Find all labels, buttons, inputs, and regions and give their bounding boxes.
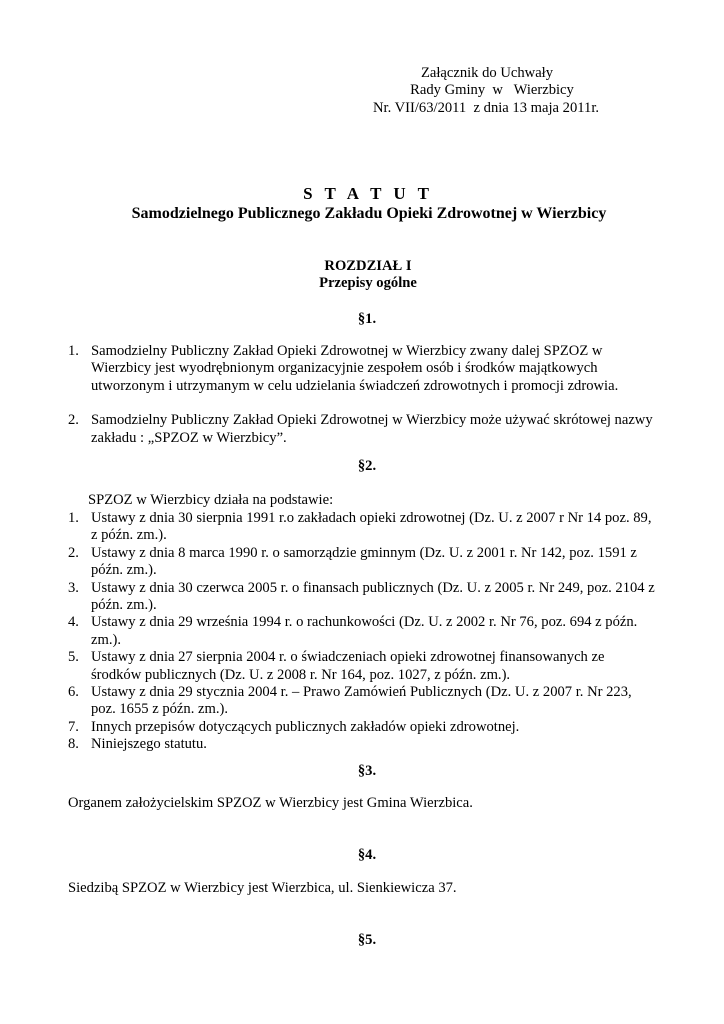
chapter-name: Przepisy ogólne <box>319 275 417 292</box>
item-number: 2. <box>68 544 79 561</box>
statut-heading: S T A T U T <box>303 184 433 203</box>
section-4-text: Siedzibą SPZOZ w Wierzbicy jest Wierzbica, ul. Sienkiewicza 37. <box>68 880 457 896</box>
list-item <box>68 412 658 447</box>
item-text: Samodzielny Publiczny Zakład Opieki Zdrowotnej w Wierzbicy zwany dalej SPZOZ w Wierzbicy jest wyodrębnionym organizacyjnie zespołem osób i środków majątkowych utworzonym i utrzymanym w celu udzielania świadczeń zdrowotnych i promocji zdrowia. <box>91 343 619 394</box>
item-number: 6. <box>68 684 79 701</box>
item-text: Samodzielny Publiczny Zakład Opieki Zdrowotnej w Wierzbicy może używać skrótowej nazwy zakładu : „SPZOZ w Wierzbicy”. <box>91 412 653 446</box>
item-number: 4. <box>68 614 79 631</box>
section-3-sign: §3. <box>357 763 377 779</box>
item-number: 5. <box>68 649 79 666</box>
attachment-line-1: Załącznik do Uchwały <box>420 65 554 81</box>
item-number: 8. <box>68 736 79 753</box>
section-2-list <box>68 510 658 754</box>
list-item <box>68 614 658 649</box>
attachment-header <box>0 65 724 117</box>
statut-subtitle: Samodzielnego Publicznego Zakładu Opieki Zdrowotnej w Wierzbicy <box>131 205 607 222</box>
chapter-heading <box>0 258 724 293</box>
section-4-sign: §4. <box>357 847 377 863</box>
item-text: Ustawy z dnia 29 września 1994 r. o rachunkowości (Dz. U. z 2002 r. Nr 76, poz. 694 z późn. zm.). <box>91 614 638 648</box>
section-3-text: Organem założycielskim SPZOZ w Wierzbicy jest Gmina Wierzbica. <box>68 795 473 811</box>
list-item <box>68 649 658 684</box>
item-text: Ustawy z dnia 29 stycznia 2004 r. – Prawo Zamówień Publicznych (Dz. U. z 2007 r. Nr 223, poz. 1655 z późn. zm.). <box>91 684 632 718</box>
list-item <box>68 736 658 753</box>
item-number: 3. <box>68 579 79 596</box>
item-number: 7. <box>68 718 79 735</box>
section-2-sign: §2. <box>357 458 377 474</box>
item-number: 1. <box>68 510 79 526</box>
attachment-line-2: Rady Gminy w Wierzbicy <box>410 82 574 99</box>
document-title <box>0 184 724 224</box>
item-text: Niniejszego statutu. <box>91 736 207 753</box>
list-item <box>68 545 658 580</box>
chapter-number: ROZDZIAŁ I <box>324 258 412 274</box>
list-item <box>68 580 658 615</box>
list-item <box>68 719 658 736</box>
item-text: Ustawy z dnia 8 marca 1990 r. o samorządzie gminnym (Dz. U. z 2001 r. Nr 142, poz. 1591 z późn. zm.). <box>91 544 637 579</box>
list-item <box>68 510 658 545</box>
item-number: 1. <box>68 343 79 359</box>
list-item <box>68 343 658 395</box>
attachment-line-3: Nr. VII/63/2011 z dnia 13 maja 2011r. <box>372 99 600 116</box>
item-text: Innych przepisów dotyczących publicznych zakładów opieki zdrowotnej. <box>91 718 520 735</box>
item-number: 2. <box>68 412 79 429</box>
section-1-sign: §1. <box>357 311 377 327</box>
item-text: Ustawy z dnia 30 sierpnia 1991 r.o zakładach opieki zdrowotnej (Dz. U. z 2007 r Nr 14 poz. 89, z późn. zm.). <box>91 510 652 544</box>
item-text: Ustawy z dnia 30 czerwca 2005 r. o finansach publicznych (Dz. U. z 2005 r. Nr 249, poz. 2104 z późn. zm.). <box>91 579 655 614</box>
section-5-sign: §5. <box>357 932 377 948</box>
section-1-list <box>68 343 658 447</box>
section-2-intro: SPZOZ w Wierzbicy działa na podstawie: <box>88 492 334 508</box>
list-item <box>68 684 658 719</box>
item-text: Ustawy z dnia 27 sierpnia 2004 r. o świadczeniach opieki zdrowotnej finansowanych ze środków publicznych (Dz. U. z 2008 r. Nr 164, poz. 1027, z późn. zm.). <box>91 649 605 683</box>
